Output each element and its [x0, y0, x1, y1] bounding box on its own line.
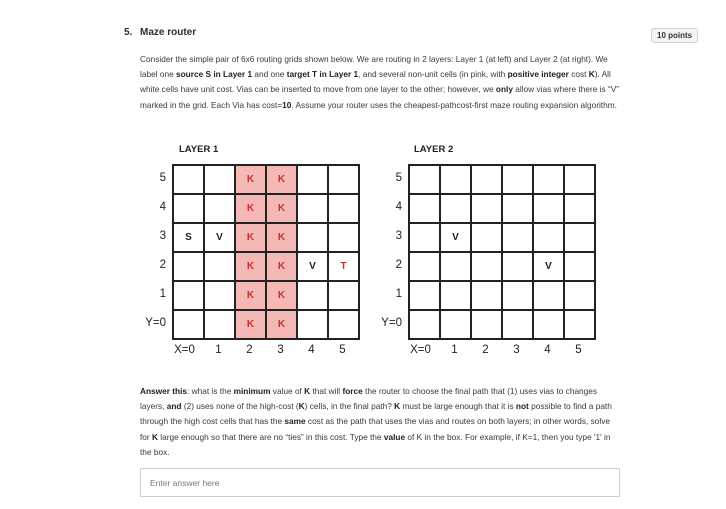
- layer1-cell: [204, 281, 235, 310]
- layer2-cell: [409, 252, 440, 281]
- layer2-x-label: 3: [513, 344, 520, 356]
- layer1-cell: [297, 223, 328, 252]
- layer2-cell: [564, 165, 595, 194]
- layer2-cell: [440, 281, 471, 310]
- layer1-cell: S: [173, 223, 204, 252]
- layer2-cell: [409, 194, 440, 223]
- question-number: 5.: [124, 27, 133, 38]
- layer2-y-label: 3: [395, 229, 402, 242]
- layer1-cell: K: [266, 281, 297, 310]
- layer2-cell: [502, 281, 533, 310]
- layer1-cell: V: [297, 252, 328, 281]
- layer1-cell: [297, 194, 328, 223]
- layer1-y-label: 3: [159, 229, 166, 242]
- layer1-cell: K: [266, 310, 297, 339]
- layer1-y-label: 5: [159, 171, 166, 184]
- layer2-cell: [440, 252, 471, 281]
- layer1-cell: [173, 194, 204, 223]
- layer2-y-label: 2: [395, 258, 402, 271]
- layer1-cell: [173, 165, 204, 194]
- layer1-cell: K: [266, 252, 297, 281]
- layer2-cell: [533, 194, 564, 223]
- layer1-cell: [328, 310, 359, 339]
- layer2-cell: [533, 165, 564, 194]
- layer2-cell: [564, 194, 595, 223]
- layer2-cell: [502, 165, 533, 194]
- layer2-y-label: Y=0: [381, 316, 402, 329]
- layer2-cell: [409, 223, 440, 252]
- layer2-cell: [409, 281, 440, 310]
- layer1-cell: [173, 252, 204, 281]
- layer1-y-label: 2: [159, 258, 166, 271]
- layer2-cell: [533, 281, 564, 310]
- layer2-cell: [502, 194, 533, 223]
- layer2-grid: [408, 164, 596, 340]
- layer1-cell: K: [235, 281, 266, 310]
- layer1-x-label: 1: [215, 344, 222, 356]
- layer2-x-label: 5: [575, 344, 582, 356]
- layer1-grid: [172, 164, 360, 340]
- layer1-x-label: 2: [246, 344, 253, 356]
- layer1-cell: [328, 194, 359, 223]
- layer1-cell: [173, 310, 204, 339]
- layer1-cell: K: [235, 310, 266, 339]
- layer2-cell: [471, 252, 502, 281]
- layer1-cell: [173, 281, 204, 310]
- layer1-cell: [328, 165, 359, 194]
- layer1-cell: K: [235, 194, 266, 223]
- question-title: Maze router: [140, 27, 197, 38]
- layer2-cell: [471, 281, 502, 310]
- layer2-cell: [533, 310, 564, 339]
- layer1-y-label: Y=0: [145, 316, 166, 329]
- layer1-cell: [204, 310, 235, 339]
- layer2-cell: [502, 252, 533, 281]
- layer1-x-label: 5: [339, 344, 346, 356]
- layer2-cell: [471, 194, 502, 223]
- layer1-cell: K: [266, 194, 297, 223]
- layer1-x-label: 4: [308, 344, 315, 356]
- layer1-x-label: X=0: [174, 344, 195, 356]
- layer1-cell: V: [204, 223, 235, 252]
- layer2-cell: [564, 223, 595, 252]
- layer2-cell: [409, 165, 440, 194]
- layer1-x-label: 3: [277, 344, 284, 356]
- layer2-y-label: 1: [395, 287, 402, 300]
- layer2-cell: [502, 223, 533, 252]
- layer2-cell: V: [533, 252, 564, 281]
- layer2-x-label: 4: [544, 344, 551, 356]
- layer1-cell: K: [266, 165, 297, 194]
- layer1-cell: [328, 223, 359, 252]
- layer2-cell: [471, 165, 502, 194]
- answer-input[interactable]: [140, 468, 620, 497]
- layer1-cell: [297, 281, 328, 310]
- layer1-y-label: 1: [159, 287, 166, 300]
- layer1-cell: [204, 165, 235, 194]
- layer2-x-label: X=0: [410, 344, 431, 356]
- layer2-cell: [533, 223, 564, 252]
- layer2-cell: [440, 310, 471, 339]
- layer1-cell: [297, 165, 328, 194]
- layer2-cell: [440, 165, 471, 194]
- layer2-cell: [409, 310, 440, 339]
- layer1-cell: K: [266, 223, 297, 252]
- layer1-cell: [204, 194, 235, 223]
- layer1-cell: [297, 310, 328, 339]
- layer2-cell: [564, 252, 595, 281]
- layer2-title: LAYER 2: [414, 144, 454, 155]
- layer2-cell: [564, 281, 595, 310]
- layer2-cell: [471, 310, 502, 339]
- layer1-cell: [328, 281, 359, 310]
- layer2-cell: [471, 223, 502, 252]
- layer1-cell: T: [328, 252, 359, 281]
- layer2-cell: V: [440, 223, 471, 252]
- layer2-x-label: 1: [451, 344, 458, 356]
- layer1-cell: [204, 252, 235, 281]
- layer1-cell: K: [235, 223, 266, 252]
- layer2-x-label: 2: [482, 344, 489, 356]
- problem-description: Consider the simple pair of 6x6 routing grids shown below. We are routing in 2 layers: Layer 1 (at left) and Layer 2 (at right). We label one source S in Layer 1 and one target T in Layer 1, and several non-unit cells (in pink, with positive integer cost K). All white cells have unit cost. Vias can be inserted to move from one layer to the other; however, we only allow vias where there is “V” marked in the grid. Each Via has cost=10. Assume your router uses the cheapest-pathcost-first maze routing expansion algorithm.: [140, 54, 620, 110]
- layer1-cell: K: [235, 165, 266, 194]
- layer2-cell: [440, 194, 471, 223]
- layer2-cell: [564, 310, 595, 339]
- layer2-y-label: 5: [395, 171, 402, 184]
- points-badge: 10 points: [651, 28, 698, 43]
- answer-instructions: Answer this: what is the minimum value of K that will force the router to choose the final path that (1) uses vias to changes layers, and (2) uses none of the high-cost (K) cells, in the final path? K must be large enough that it is not possible to find a path through the high cost cells that has the same cost as the path that uses the vias and routes on both layers; in other words, solve for K large enough so that there are no “ties” in this cost. Type the value of K in the box. For example, if K=1, then you type '1' in the box.: [140, 386, 612, 457]
- layer2-cell: [502, 310, 533, 339]
- layer1-cell: K: [235, 252, 266, 281]
- layer1-y-label: 4: [159, 200, 166, 213]
- layer2-y-label: 4: [395, 200, 402, 213]
- layer1-title: LAYER 1: [179, 144, 219, 155]
